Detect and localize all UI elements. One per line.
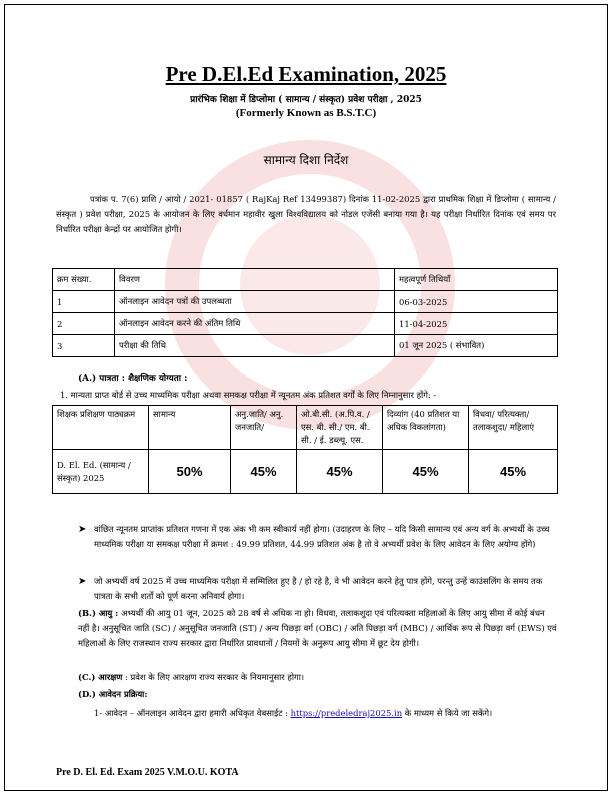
intro-paragraph: पत्रांक प. 7(6) प्राशि / आयो / 2021- 01857 ( RajKaj Ref 13499387) दिनांक 11-02-2025 द्वारा प्राथमिक शिक्षा में डिप्लोमा ( सामान्य / संस्कृत ) प्रवेश परीक्षा, 2025 के आयोजन के लिए वर्धमान महावीर खुला विश्वविद्यालय को नोडल एजेंसी बनाया गया है। यह परीक्षा निर्धारित दिनांक एवं समय पर निर्धारित परीक्षा केन्द्रों पर आयोजित होगी।: [56, 194, 556, 234]
table-header: शिक्षक प्रशिक्षण पाठ्यक्रम: [53, 406, 149, 450]
section-b-text: अभ्यर्थी की आयु 01 जून, 2025 को 28 वर्ष से अधिक ना हो। विधवा, तलाकशुदा एवं परित्यक्ता महिलाओं के लिए आयु सीमा में कोई बंधन नहीं है। अनुसूचित जाति (SC) / अनुसूचित जनजाति (ST) / अन्य पिछड़ा वर्ग (OBC) / अति पिछड़ा वर्ग (MBC) / आर्थिक रूप से पिछड़ा वर्ग (EWS) एवं महिलाओं के लिए राजस्थान राज्य सरकार द्वारा निर्धारित प्रावधानों / नियमों के अनुरूप आयु सीमा में छूट देय होगी।: [78, 608, 557, 648]
table-cell: 3: [53, 335, 115, 357]
formerly-known-as: (Formerly Known as B.S.T.C): [235, 107, 377, 119]
section-c-text: : प्रवेश के लिए आरक्षण राज्य सरकार के नियमानुसार होगा।: [125, 672, 305, 682]
website-link[interactable]: https://predeledraj2025.in: [290, 708, 403, 718]
page-footer: Pre D. El. Ed. Exam 2025 V.M.O.U. KOTA: [56, 767, 239, 778]
section-b: [78, 606, 558, 651]
table-cell: 11-04-2025: [395, 313, 558, 335]
table-header: सामान्य: [149, 406, 231, 450]
section-c-label: (C.) आरक्षण: [78, 672, 123, 682]
table-header: अनु.जाति/ अनु. जनजाति/: [231, 406, 297, 450]
table-header: दिव्यांग (40 प्रतिशत या अधिक विकलांगता): [383, 406, 469, 450]
table-cell: 50%: [149, 450, 231, 494]
table-header: महत्वपूर्ण तिथियाँ: [395, 269, 558, 291]
table-header: विधवा/ परित्यक्ता/ तलाकशुदा/ महिलाएं: [469, 406, 558, 450]
table-cell: 45%: [297, 450, 383, 494]
section-d-item-suffix: के माध्यम से किये जा सकेंगे।: [404, 708, 493, 718]
section-c: [78, 670, 558, 685]
section-a-paragraph: 1. मान्यता प्राप्त बोर्ड से उच्च माध्यमिक परीक्षा अथवा समकक्ष परीक्षा में न्यूनतम अंक प्रतिशत वर्गों के लिए निम्नानुसार होंगे: -: [60, 390, 437, 400]
table-cell: परीक्षा की तिथि: [115, 335, 395, 357]
eligibility-table: [52, 405, 558, 494]
table-cell: 45%: [469, 450, 558, 494]
section-d-title: [78, 687, 558, 702]
page-subtitle: प्रारंभिक शिक्षा में डिप्लोमा ( सामान्य / संस्कृत) प्रवेश परीक्षा , 2025: [190, 95, 422, 105]
table-row: [53, 335, 558, 357]
table-row: [53, 291, 558, 313]
table-cell: 45%: [231, 450, 297, 494]
table-header: ओ.बी.सी. (अ.पि.व. / एस. बी. सी./ एम. बी. सी. / ई. डब्ल्यू. एस.: [297, 406, 383, 450]
table-cell: 06-03-2025: [395, 291, 558, 313]
page-title: Pre D.El.Ed Examination, 2025: [165, 62, 447, 86]
arrow-bullet-icon: ➤: [78, 524, 87, 535]
table-row: [53, 450, 558, 494]
bullet-item: [78, 522, 558, 552]
table-cell: 45%: [383, 450, 469, 494]
section-a-title: (A.) पात्रता : शैक्षणिक योग्यता :: [78, 374, 188, 384]
table-header: क्रम संख्या.: [53, 269, 115, 291]
table-header-row: [53, 406, 558, 450]
bullet-text: जो अभ्यर्थी वर्ष 2025 में उच्च माध्यमिक परीक्षा में सम्मिलित हुए है / हो रहे है, वे भी आवेदन करने हेतु पात्र होंगे, परन्तु उन्हें काउंसलिंग के समय तक पात्रता के सभी शर्तों को पूर्ण करना अनिवार्य होगा।: [94, 576, 543, 601]
table-cell: D. El. Ed. (सामान्य / संस्कृत) 2025: [53, 450, 149, 494]
bullet-text: वांछित न्यूनतम प्राप्तांक प्रतिशत गणना में एक अंक भी कम स्वीकार्य नहीं होगा। (उदाहरण के लिए – यदि किसी सामान्य एवं अन्य वर्ग के अभ्यर्थी के उच्च माध्यमिक परीक्षा या समकक्ष परीक्षा में क्रमश : 49.99 प्रतिशत, 44.99 प्रतिशत अंक है तो वे अभ्यर्थी प्रवेश के लिए आवेदन के लिए अयोग्य होंगे): [94, 524, 550, 549]
bullet-item: [78, 574, 558, 604]
table-header-row: [53, 269, 558, 291]
table-header: विवरण: [115, 269, 395, 291]
table-row: [53, 313, 558, 335]
table-cell: 1: [53, 291, 115, 313]
table-cell: ऑनलाइन आवेदन करने की अंतिम तिथि: [115, 313, 395, 335]
section-d-item: [94, 706, 556, 721]
important-dates-table: [52, 268, 558, 357]
section-d-item-prefix: 1- आवेदन – ऑनलाइन आवेदन द्वारा हमारी अधिकृत वेबसाईट :: [94, 708, 288, 718]
arrow-bullet-icon: ➤: [78, 576, 87, 587]
section-d-title-text: (D.) आवेदन प्रक्रिया:: [78, 689, 148, 699]
section-b-label: (B.) आयु :: [78, 608, 119, 618]
section-heading: सामान्य दिशा निर्देश: [263, 153, 349, 167]
table-cell: 2: [53, 313, 115, 335]
table-cell: ऑनलाइन आवेदन पत्रों की उपलब्धता: [115, 291, 395, 313]
table-cell: 01 जून 2025 ( संभावित): [395, 335, 558, 357]
